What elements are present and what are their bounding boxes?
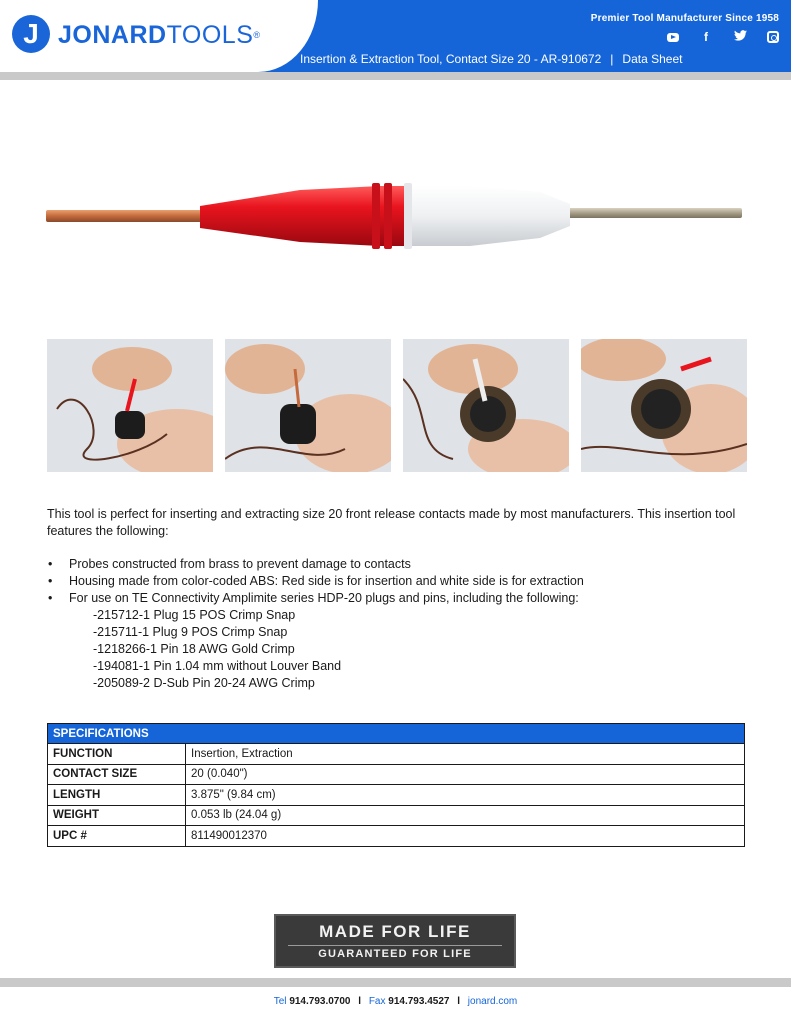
feature-item: • Housing made from color-coded ABS: Red side is for insertion and white side is for extraction — [47, 573, 747, 590]
spec-value: Insertion, Extraction — [186, 744, 745, 765]
twitter-icon[interactable] — [733, 30, 747, 44]
made-for-life-badge — [274, 914, 516, 968]
spec-label: FUNCTION — [48, 744, 186, 765]
badge-divider — [288, 945, 502, 946]
spec-label: CONTACT SIZE — [48, 764, 186, 785]
specifications-header: SPECIFICATIONS — [48, 724, 745, 744]
registered-mark: ® — [253, 30, 261, 40]
brand-light: TOOLS — [166, 21, 254, 49]
tel-label: Tel — [273, 996, 287, 1007]
white-housing — [404, 186, 570, 246]
tool-illustration — [0, 150, 791, 280]
badge-line-1: MADE FOR LIFE — [319, 922, 471, 941]
social-links — [667, 30, 779, 44]
compatible-part: -215711-1 Plug 9 POS Crimp Snap — [93, 625, 288, 639]
website-link[interactable]: jonard.com — [467, 996, 518, 1007]
badge-line-2: GUARANTEED FOR LIFE — [318, 948, 472, 960]
feature-item — [47, 590, 747, 692]
compatible-part: -1218266-1 Pin 18 AWG Gold Crimp — [93, 642, 295, 656]
title-separator: | — [610, 52, 614, 66]
tagline: Premier Tool Manufacturer Since 1958 — [590, 13, 779, 24]
feature-list — [47, 556, 747, 692]
document-title: Insertion & Extraction Tool, Contact Size 20 - AR-910672 — [300, 52, 602, 66]
table-row — [48, 826, 745, 847]
usage-photo-4 — [581, 339, 747, 472]
spec-value: 811490012370 — [186, 826, 745, 847]
specifications-table — [47, 723, 745, 847]
intro-paragraph: This tool is perfect for inserting and extracting size 20 front release contacts made by most manufacturers. This insertion tool features the following: — [47, 507, 736, 538]
brass-probe — [46, 210, 206, 222]
brand-bold: JONARD — [58, 21, 167, 49]
youtube-icon[interactable] — [667, 33, 679, 42]
table-row — [48, 785, 745, 806]
feature-item: • Probes constructed from brass to prevent damage to contacts — [47, 556, 747, 573]
spec-value: 3.875" (9.84 cm) — [186, 785, 745, 806]
facebook-icon[interactable]: f — [704, 30, 708, 44]
jonard-logo-icon: J — [12, 15, 50, 53]
steel-probe — [560, 208, 742, 218]
table-row — [48, 764, 745, 785]
compatible-parts-list — [69, 607, 747, 692]
usage-photos — [47, 339, 747, 472]
footer-separator: l — [358, 996, 362, 1007]
brand-logo[interactable] — [58, 20, 261, 50]
spec-label: WEIGHT — [48, 805, 186, 826]
footer-divider — [0, 978, 791, 987]
spec-value: 20 (0.040") — [186, 764, 745, 785]
page-footer — [0, 996, 791, 1007]
instagram-icon[interactable] — [767, 31, 779, 43]
usage-photo-2 — [225, 339, 391, 472]
document-type: Data Sheet — [622, 52, 683, 66]
document-title-line — [300, 52, 682, 66]
compatible-part: -194081-1 Pin 1.04 mm without Louver Band — [93, 659, 342, 673]
fax-label: Fax — [368, 996, 386, 1007]
page-header — [0, 0, 791, 72]
feature-item-text: For use on TE Connectivity Amplimite series HDP-20 plugs and pins, including the following: — [69, 591, 579, 605]
compatible-part: -215712-1 Plug 15 POS Crimp Snap — [93, 608, 296, 622]
spec-value: 0.053 lb (24.04 g) — [186, 805, 745, 826]
footer-separator: l — [457, 996, 461, 1007]
usage-photo-3 — [403, 339, 569, 472]
compatible-part: -205089-2 D-Sub Pin 20-24 AWG Crimp — [93, 676, 315, 690]
usage-photo-1 — [47, 339, 213, 472]
spec-label: LENGTH — [48, 785, 186, 806]
logo-panel — [0, 0, 318, 72]
fax-number: 914.793.4527 — [388, 996, 450, 1007]
table-row — [48, 744, 745, 765]
spec-label: UPC # — [48, 826, 186, 847]
header-divider — [0, 72, 791, 80]
tel-number[interactable]: 914.793.0700 — [289, 996, 351, 1007]
table-row — [48, 805, 745, 826]
